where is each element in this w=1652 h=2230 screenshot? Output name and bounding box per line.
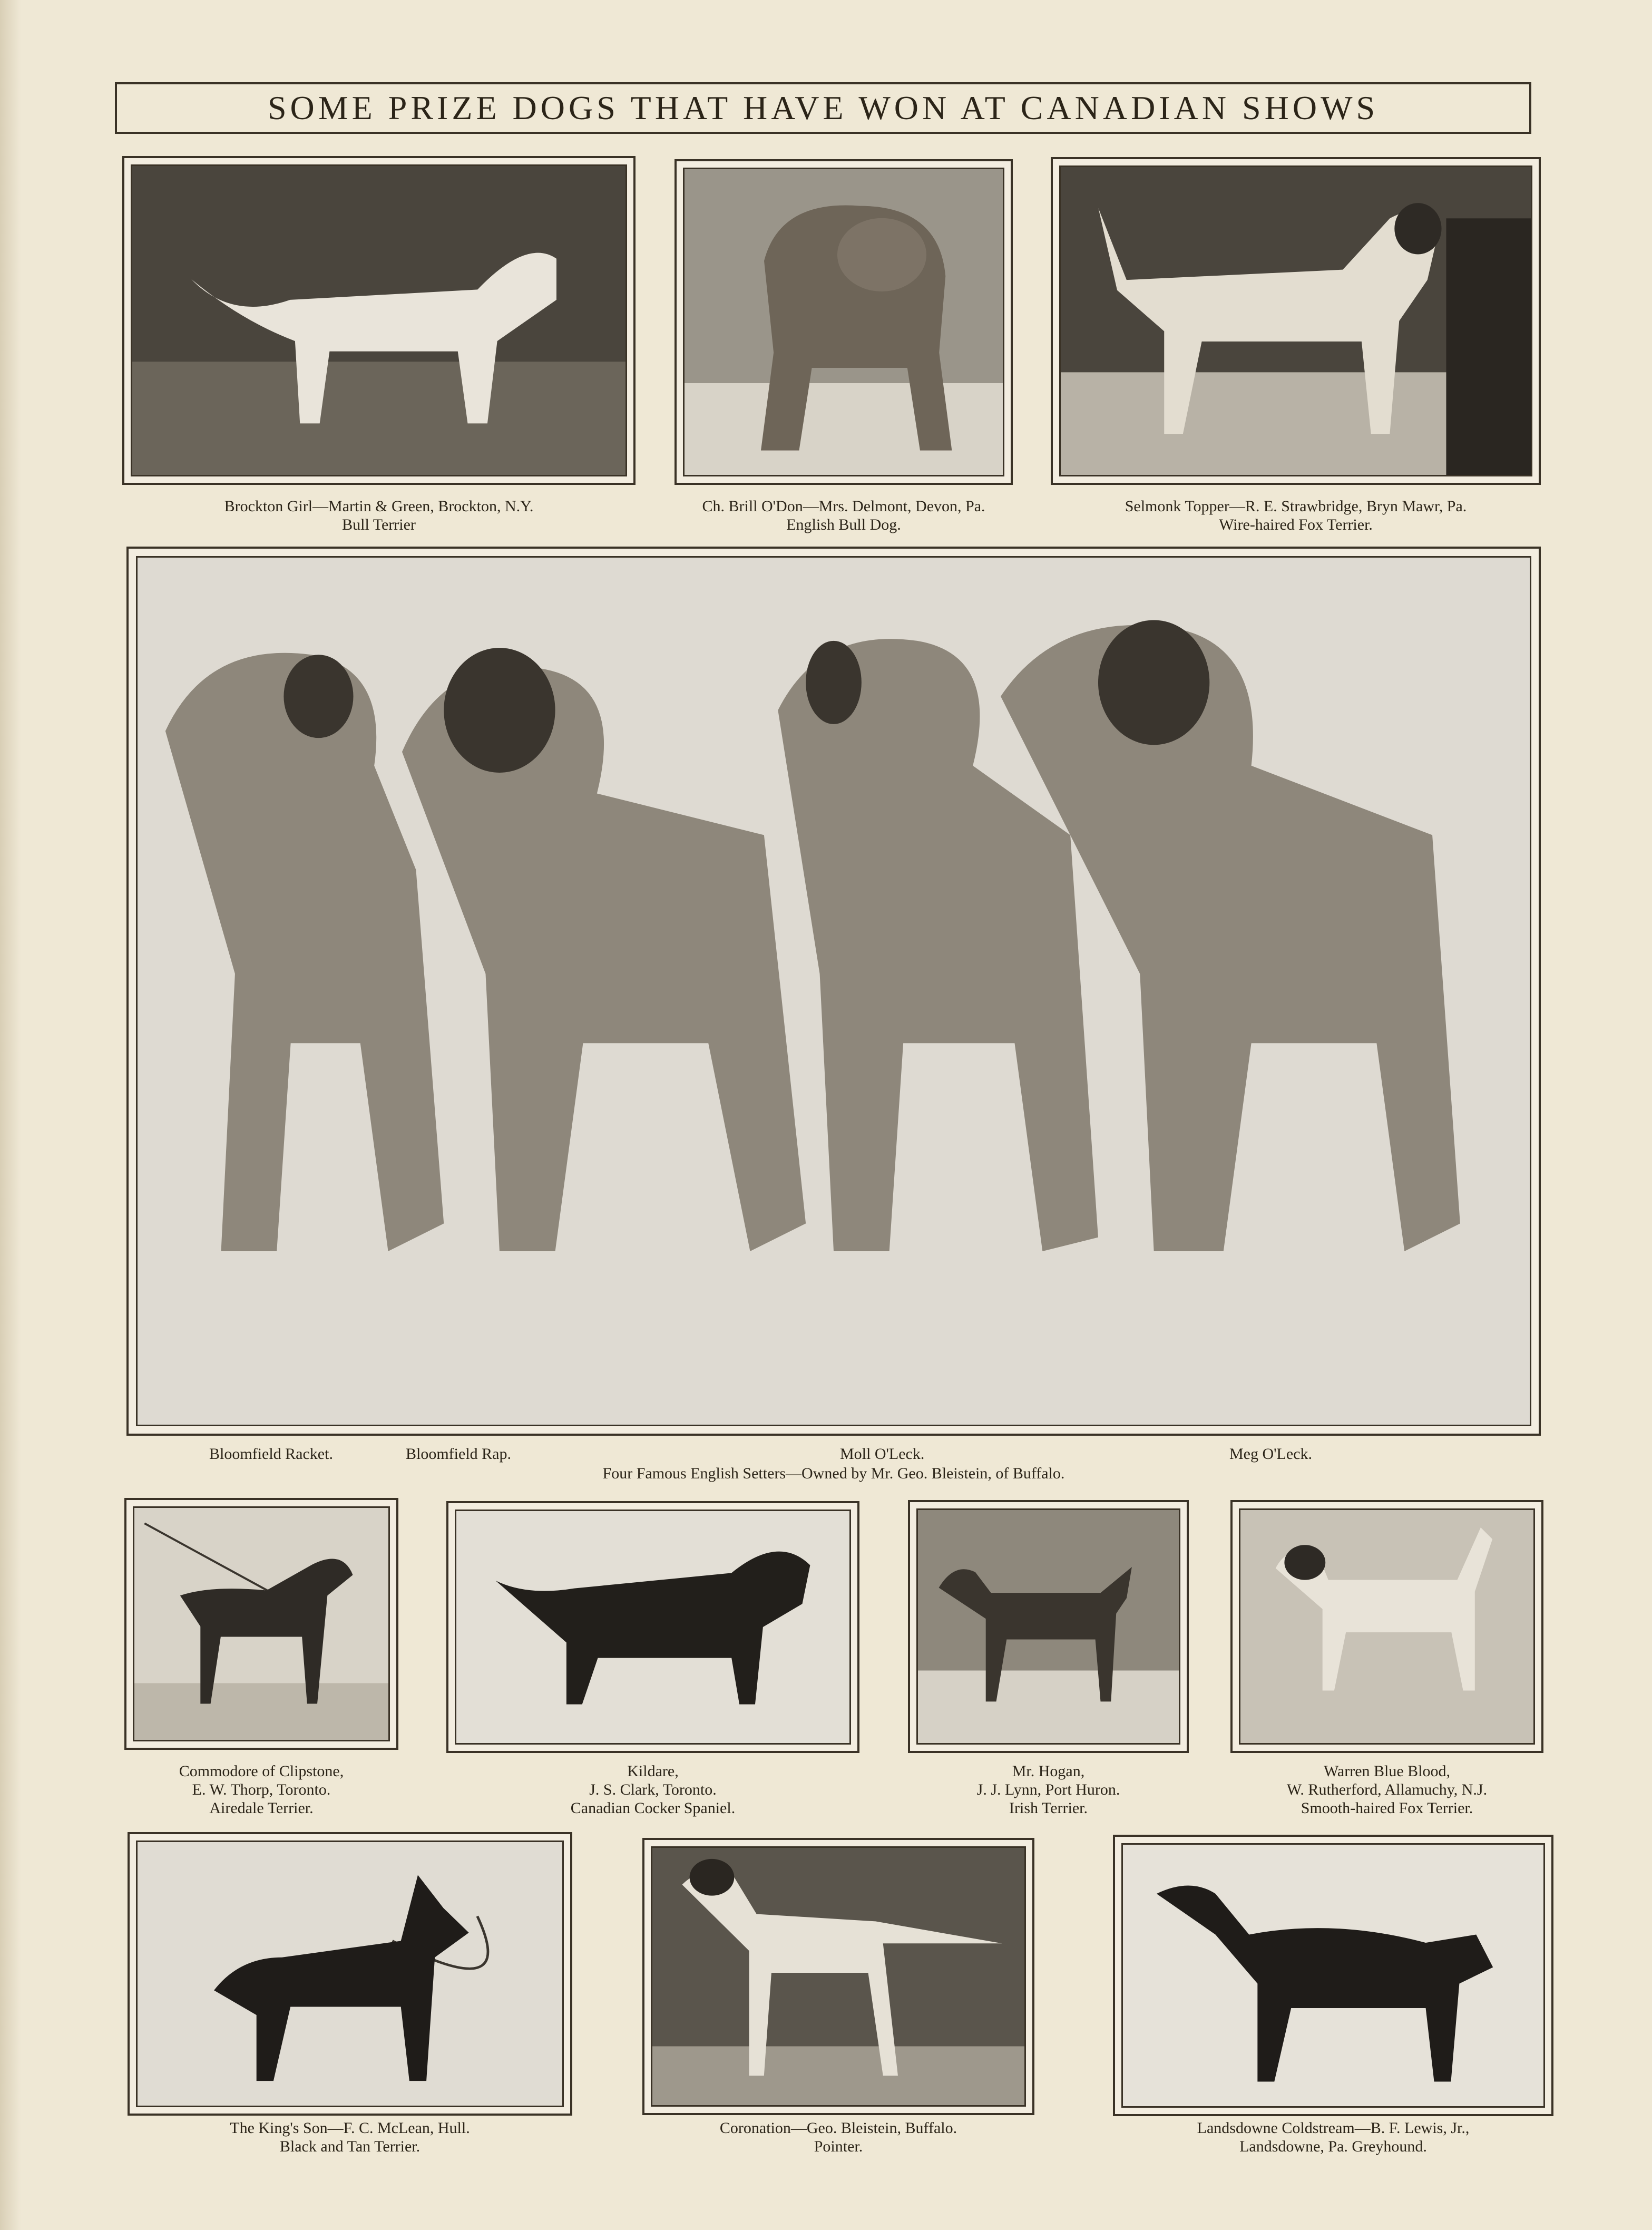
page-title-box: [115, 82, 1531, 134]
page-title: SOME PRIZE DOGS THAT HAVE WON AT CANADIAN SHOWS: [267, 89, 1379, 126]
photo-canadian-cocker-spaniel: [446, 1501, 859, 1753]
caption-line: The King's Son—F. C. McLean, Hull.: [230, 2119, 470, 2137]
caption-line: Landsdowne Coldstream—B. F. Lewis, Jr.,: [1197, 2119, 1470, 2137]
caption-line: Kildare,: [627, 1762, 679, 1780]
caption-canadian-cocker-spaniel: [446, 1762, 859, 1817]
caption-line: Coronation—Geo. Bleistein, Buffalo.: [719, 2119, 957, 2137]
caption-wire-haired-fox-terrier: [1051, 497, 1541, 534]
caption-line: Wire-haired Fox Terrier.: [1219, 516, 1373, 533]
caption-line: Brockton Girl—Martin & Green, Brockton, N.Y.: [224, 498, 534, 515]
caption-line: E. W. Thorp, Toronto.: [192, 1781, 331, 1798]
caption-line: Warren Blue Blood,: [1323, 1762, 1451, 1780]
caption-bull-terrier: [122, 497, 636, 534]
photo-greyhound: [1113, 1835, 1553, 2116]
photo-wire-haired-fox-terrier: [1051, 157, 1541, 485]
caption-line: English Bull Dog.: [786, 516, 901, 533]
caption-line: Landsdowne, Pa. Greyhound.: [1239, 2138, 1427, 2155]
caption-line: Selmonk Topper—R. E. Strawbridge, Bryn Mawr, Pa.: [1125, 498, 1467, 515]
caption-irish-terrier: [908, 1762, 1189, 1817]
photo-irish-terrier: [908, 1500, 1189, 1753]
caption-line: Smooth-haired Fox Terrier.: [1301, 1799, 1473, 1817]
photo-english-setters: [126, 547, 1541, 1436]
caption-line: Bull Terrier: [342, 516, 416, 533]
caption-english-setters: [126, 1464, 1541, 1483]
setter-name-1: Bloomfield Racket.: [209, 1445, 333, 1463]
caption-line: Ch. Brill O'Don—Mrs. Delmont, Devon, Pa.: [702, 498, 985, 515]
caption-line: Pointer.: [814, 2138, 863, 2155]
photo-smooth-haired-fox-terrier: [1230, 1500, 1543, 1753]
caption-line: Irish Terrier.: [1009, 1799, 1088, 1817]
caption-line: Airedale Terrier.: [209, 1799, 314, 1817]
photo-airedale-terrier: [124, 1498, 398, 1750]
caption-line: W. Rutherford, Allamuchy, N.J.: [1286, 1781, 1488, 1798]
setter-name-4: Meg O'Leck.: [1229, 1445, 1313, 1463]
caption-line: Black and Tan Terrier.: [279, 2138, 421, 2155]
page-binding-edge: [0, 0, 21, 2230]
caption-line: J. S. Clark, Toronto.: [589, 1781, 717, 1798]
setter-name-3: Moll O'Leck.: [840, 1445, 925, 1463]
caption-line: J. J. Lynn, Port Huron.: [976, 1781, 1120, 1798]
caption-line: Commodore of Clipstone,: [179, 1762, 344, 1780]
caption-pointer: [642, 2119, 1034, 2156]
photo-pointer: [642, 1838, 1034, 2115]
caption-english-bull-dog: [648, 497, 1039, 534]
photo-english-bull-dog: [675, 159, 1013, 485]
caption-greyhound: [1113, 2119, 1553, 2156]
caption-line: Mr. Hogan,: [1012, 1762, 1085, 1780]
caption-smooth-haired-fox-terrier: [1230, 1762, 1543, 1817]
photo-black-and-tan-terrier: [128, 1832, 572, 2116]
setter-name-2: Bloomfield Rap.: [406, 1445, 511, 1463]
caption-line: Four Famous English Setters—Owned by Mr. Geo. Bleistein, of Buffalo.: [602, 1465, 1065, 1482]
photo-bull-terrier: [122, 156, 636, 485]
caption-line: Canadian Cocker Spaniel.: [570, 1799, 736, 1817]
caption-airedale-terrier: [124, 1762, 398, 1817]
caption-black-and-tan-terrier: [128, 2119, 572, 2156]
